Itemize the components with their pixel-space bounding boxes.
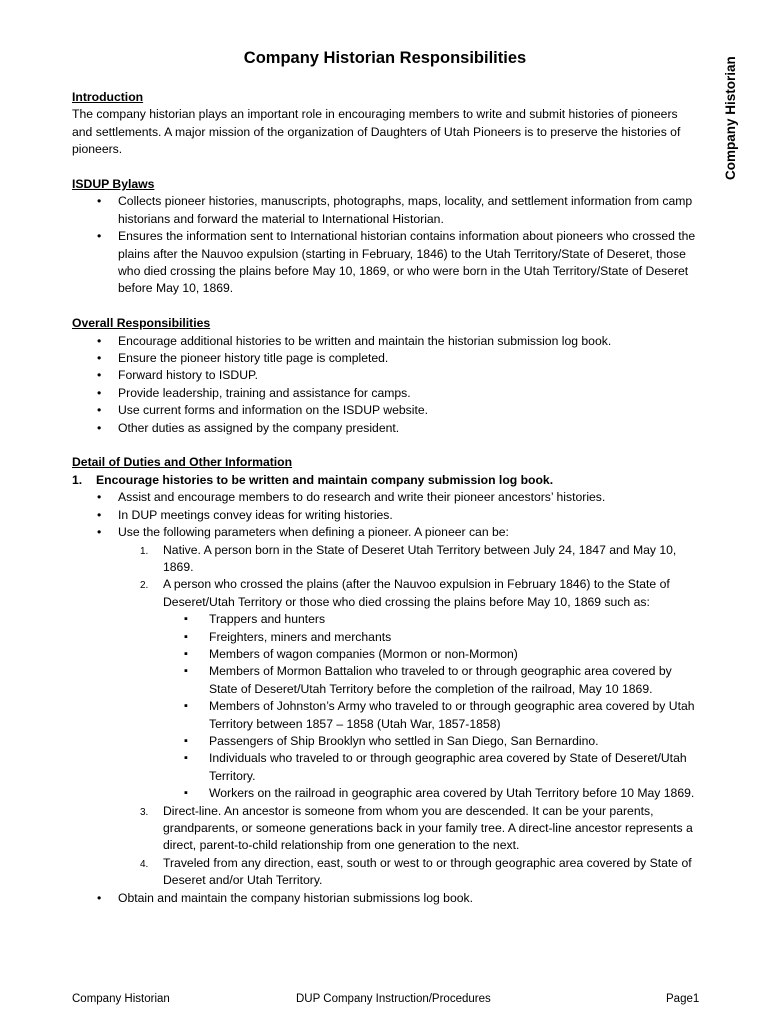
sub-list-item: ▪ Trappers and hunters (72, 611, 698, 628)
bylaws-list (72, 193, 698, 297)
list-item: • Collects pioneer histories, manuscripts, photographs, maps, locality, and settlement information from camp historians and forward the material to International Historian. (72, 193, 698, 228)
page-title: Company Historian Responsibilities (243, 49, 527, 67)
detail-heading: Detail of Duties and Other Information (72, 455, 293, 470)
overall-list (72, 333, 698, 437)
pioneer-definition-list (72, 542, 698, 612)
list-item: • Ensures the information sent to International historian contains information about pioneers who crossed the plains after the Nauvoo expulsion (starting in February, 1846) to the Utah Territory/State of Deseret, those who died crossing the plains before May 10, 1869, or who were born in the Utah Territory/State of Deseret before May 10, 1869. (72, 228, 698, 298)
sub-list-item: ▪ Members of Johnston’s Army who traveled to or through geographic area covered by Utah Territory between 1857 – 1858 (Utah War, 1857-1858) (72, 698, 698, 733)
item-text: Traveled from any direction, east, south or west to or through geographic area covered by State of Deseret and/or Utah Territory. (163, 855, 692, 888)
list-item: • Obtain and maintain the company historian submissions log book. (72, 890, 698, 907)
item-number: 1. (140, 545, 149, 557)
introduction-heading: Introduction (72, 90, 144, 104)
sub-list-item: ▪ Members of Mormon Battalion who traveled to or through geographic area covered by State of Deseret/Utah Territory before the completion of the railroad, May 10 1869. (72, 663, 698, 698)
introduction-text: The company historian plays an important role in encouraging members to write and submit histories of pioneers and settlements. A major mission of the organization of Daughters of Utah Pioneers is to preserve the histories of pioneers. (72, 107, 681, 157)
sub-list-item: ▪ Freighters, miners and merchants (72, 629, 698, 646)
numbered-item (72, 576, 698, 611)
list-item: • Other duties as assigned by the company president. (72, 420, 698, 437)
sub-list-item: ▪ Individuals who traveled to or through geographic area covered by State of Deseret/Utah Territory. (72, 750, 698, 785)
pioneer-type-list (72, 611, 698, 802)
bylaws-heading: ISDUP Bylaws (72, 177, 155, 192)
pioneer-definition-list-continued (72, 803, 698, 890)
detail-list-end (72, 890, 698, 907)
numbered-item (72, 855, 698, 890)
item-number: 3. (140, 806, 149, 818)
duty-heading (72, 472, 698, 489)
list-item: • Encourage additional histories to be written and maintain the historian submission log book. (72, 333, 698, 350)
numbered-item (72, 542, 698, 577)
duty-title: Encourage histories to be written and maintain company submission log book. (96, 472, 554, 487)
list-item: • In DUP meetings convey ideas for writing histories. (72, 507, 698, 524)
numbered-item (72, 803, 698, 855)
side-label: Company Historian (723, 56, 738, 180)
document-body (72, 89, 698, 907)
list-item: • Forward history to ISDUP. (72, 367, 698, 384)
footer-left: Company Historian (72, 993, 170, 1005)
list-item: • Provide leadership, training and assistance for camps. (72, 385, 698, 402)
sub-list-item: ▪ Passengers of Ship Brooklyn who settled in San Diego, San Bernardino. (72, 733, 698, 750)
list-item: • Use current forms and information on the ISDUP website. (72, 402, 698, 419)
overall-heading: Overall Responsibilities (72, 316, 211, 331)
item-text: A person who crossed the plains (after the Nauvoo expulsion in February 1846) to the State of Deseret/Utah Territory or those who died crossing the plains before May 10, 1869 such as: (163, 577, 670, 609)
list-item-text: Use the following parameters when defining a pioneer. A pioneer can be: (118, 525, 509, 540)
list-item: • Ensure the pioneer history title page is completed. (72, 350, 698, 367)
footer-center: DUP Company Instruction/Procedures (296, 993, 491, 1005)
item-text: Direct-line. An ancestor is someone from whom you are descended. It can be your parents, grandparents, or someone generations back in your family tree. A direct-line ancestor represents a direct, parent-to-child relationship from one generation to the next. (163, 803, 693, 853)
sub-list-item: ▪ Members of wagon companies (Mormon or non-Mormon) (72, 646, 698, 663)
duty-number: 1. (72, 472, 83, 487)
footer-page-number: Page1 (666, 993, 700, 1005)
list-item (72, 524, 698, 541)
list-item: • Assist and encourage members to do research and write their pioneer ancestors’ histories. (72, 489, 698, 506)
detail-list (72, 489, 698, 541)
item-number: 2. (140, 580, 149, 592)
sub-list-item: ▪ Workers on the railroad in geographic area covered by Utah Territory before 10 May 1869. (72, 785, 698, 802)
item-number: 4. (140, 858, 149, 870)
item-text: Native. A person born in the State of Deseret Utah Territory between July 24, 1847 and May 10, 1869. (163, 542, 677, 574)
